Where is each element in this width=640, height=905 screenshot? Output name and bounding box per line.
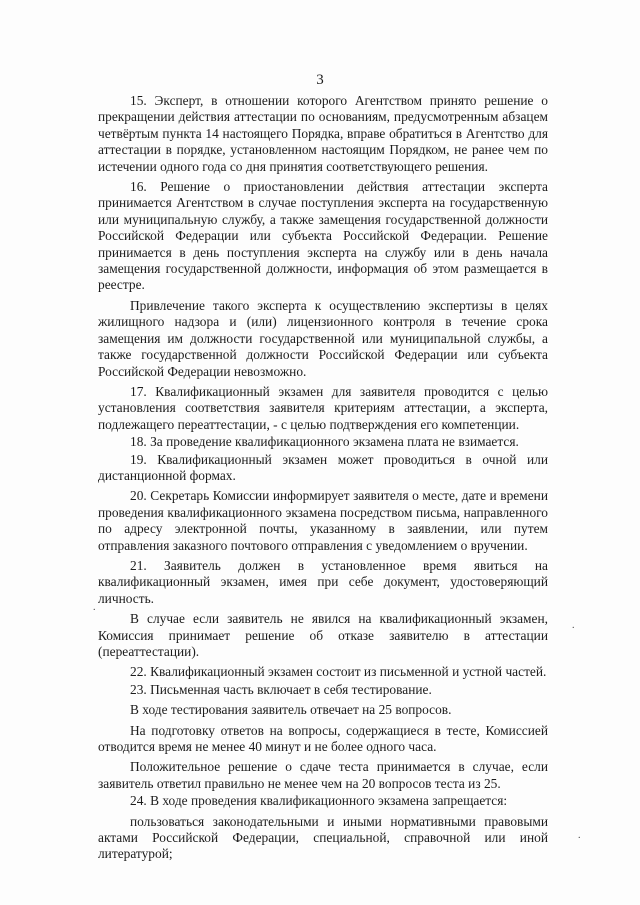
paragraph-20: 20. Секретарь Комиссии информирует заявителя о месте, дате и времени проведения квалификационного экзамена посредством письма, направленного по адресу электронной почты, указанному в заявлении, или путем отправления заказного почтового отправления с уведомлением о вручении.	[98, 488, 548, 553]
paragraph-24: 24. В ходе проведения квалификационного экзамена запрещается:	[130, 793, 508, 809]
paragraph-23: 23. Письменная часть включает в себя тестирование.	[130, 681, 432, 697]
paragraph-23-pass: Положительное решение о сдаче теста принимается в случае, если заявитель ответил правильно не менее чем на 20 вопросов теста из 25.	[98, 759, 548, 791]
paragraph-15: 15. Эксперт, в отношении которого Агентством принято решение о прекращении действия аттестации по основаниям, предусмотренным абзацем четвёртым пункта 14 настоящего Порядка, вправе обратиться в Агентство для аттестации в порядке, установленном настоящим Порядком, не ранее чем по истечении одного года со дня принятия соответствующего решения.	[98, 93, 548, 174]
scan-mark: .	[572, 620, 575, 631]
paragraph-22: 22. Квалификационный экзамен состоит из письменной и устной частей.	[130, 664, 547, 680]
scan-mark: .	[93, 602, 96, 613]
scan-mark: .	[578, 830, 581, 841]
paragraph-16-continuation: Привлечение такого эксперта к осуществлению экспертизы в целях жилищного надзора и (или) лицензионного контроля в течение срока замещения им должности государственной или муниципальной службы, а также государственной должности Российской Федерации или субъекта Российской Федерации невозможно.	[98, 297, 548, 379]
paragraph-18: 18. За проведение квалификационного экзамена плата не взимается.	[130, 434, 519, 450]
paragraph-16: 16. Решение о приостановлении действия аттестации эксперта принимается Агентством в случае поступления эксперта на государственную или муниципальную службу, а также замещения государственной должности Российской Федерации или субъекта Российской Федерации. Решение принимается в день поступления эксперта на службу или в день начала замещения государственной должности, информация об этом размещается в реестре.	[98, 179, 548, 293]
paragraph-21-continuation: В случае если заявитель не явился на квалификационный экзамен, Комиссия принимает решение об отказе заявителю в аттестации (переаттестации).	[98, 611, 548, 659]
paragraph-23-time: На подготовку ответов на вопросы, содержащиеся в тесте, Комиссией отводится время не менее 40 минут и не более одного часа.	[98, 722, 548, 755]
paragraph-21: 21. Заявитель должен в установленное время явиться на квалификационный экзамен, имея при себе документ, удостоверяющий личность.	[98, 557, 548, 606]
page-number: 3	[316, 72, 324, 88]
paragraph-24-item: пользоваться законодательными и иными нормативными правовыми актами Российской Федерации, специальной, справочной или иной литературой;	[98, 813, 548, 862]
paragraph-23-questions: В ходе тестирования заявитель отвечает на 25 вопросов.	[130, 702, 452, 718]
paragraph-17: 17. Квалификационный экзамен для заявителя проводится с целью установления соответствия заявителя критериям аттестации, а эксперта, подлежащего переаттестации, - с целью подтверждения его компетенции.	[98, 383, 548, 432]
document-body	[98, 93, 548, 864]
paragraph-19: 19. Квалификационный экзамен может проводиться в очной или дистанционной формах.	[98, 451, 548, 483]
